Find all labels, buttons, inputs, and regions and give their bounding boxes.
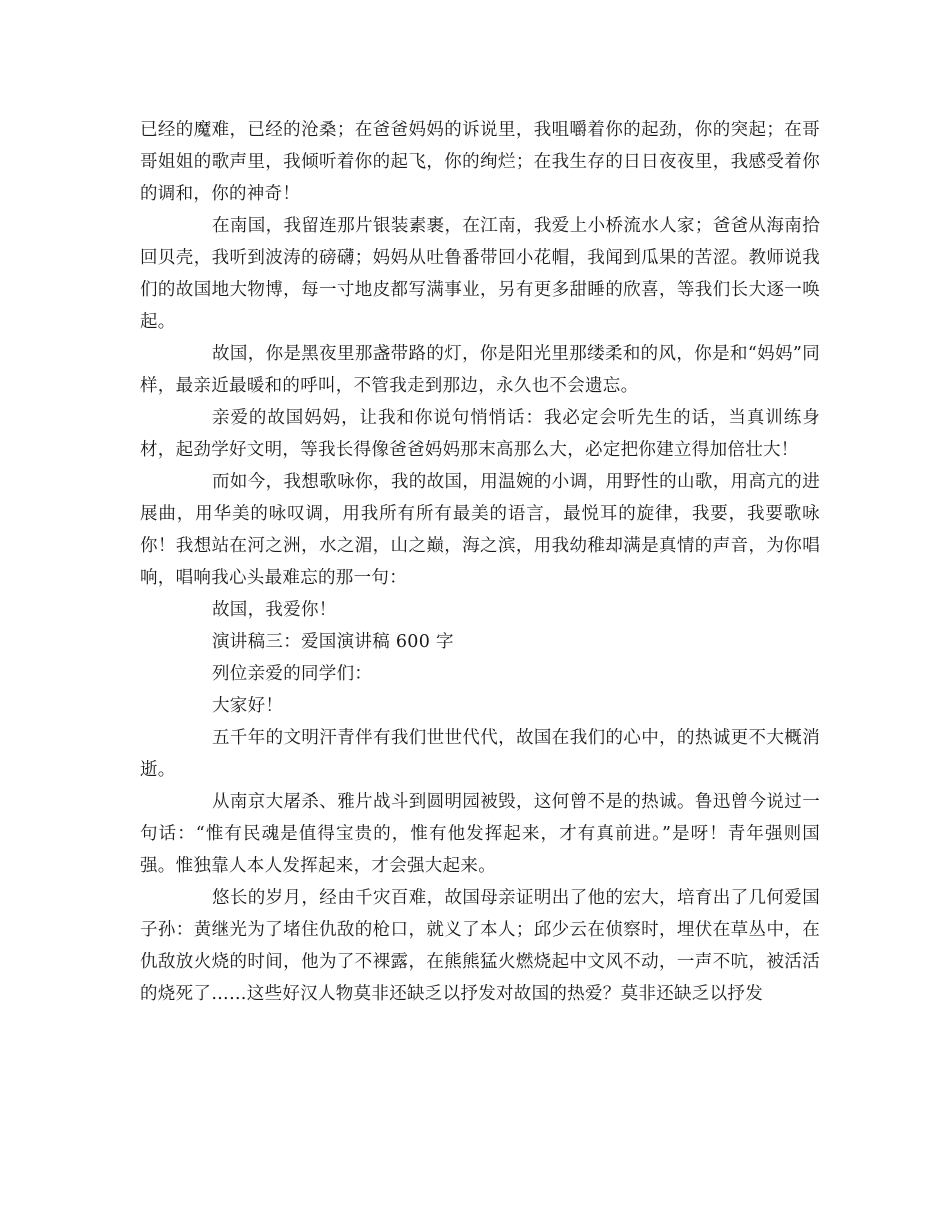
salutation: 列位亲爱的同学们： xyxy=(212,664,373,684)
paragraph: 而如今，我想歌咏你，我的故国，用温婉的小调，用野性的山歌，用高亢的进展曲，用华美的咏叹调，用我所有所有最美的语言，最悦耳的旋律，我要，我要歌咏你！我想站在河之洲，水之湄，山之巅，海之滨，用我幼稚却满是真情的声音，为你唱响，唱响我心头最难忘的那一句： xyxy=(140,472,820,588)
paragraph: 在南国，我留连那片银装素裹，在江南，我爱上小桥流水人家；爸爸从海南拾回贝壳，我听到波涛的磅礴；妈妈从吐鲁番带回小花帽，我闻到瓜果的苦涩。教师说我们的故国地大物博，每一寸地皮都写满事业，另有更多甜睡的欣喜，等我们长大逐一唤起。 xyxy=(140,216,820,332)
paragraph: 从南京大屠杀、雅片战斗到圆明园被毁，这何曾不是的热诚。鲁迅曾今说过一句话：“惟有民魂是值得宝贵的，惟有他发挥起来，才有真前进。”是呀！青年强则国强。惟独靠人本人发挥起来，才会强大起来。 xyxy=(140,792,820,876)
greeting: 大家好！ xyxy=(212,696,284,716)
document-body xyxy=(140,114,820,1010)
section-heading: 演讲稿三：爱国演讲稿 600 字 xyxy=(212,632,454,652)
paragraph: 五千年的文明汗青伴有我们世世代代，故国在我们的心中，的热诚更不大概消逝。 xyxy=(140,728,820,780)
paragraph: 故国，我爱你！ xyxy=(212,600,337,620)
paragraph: 亲爱的故国妈妈，让我和你说句悄悄话：我必定会听先生的话，当真训练身材，起劲学好文明，等我长得像爸爸妈妈那末高那么大，必定把你建立得加倍壮大！ xyxy=(140,408,820,460)
paragraph: 已经的魔难，已经的沧桑；在爸爸妈妈的诉说里，我咀嚼着你的起劲，你的突起；在哥哥姐姐的歌声里，我倾听着你的起飞，你的绚烂；在我生存的日日夜夜里，我感受着你的调和，你的神奇！ xyxy=(140,120,820,204)
paragraph: 悠长的岁月，经由千灾百难，故国母亲证明出了他的宏大，培育出了几何爱国子孙：黄继光为了堵住仇敌的枪口，就义了本人；邱少云在侦察时，埋伏在草丛中，在仇敌放火烧的时间，他为了不裸露，在熊熊猛火燃烧起中文风不动，一声不吭，被活活的烧死了……这些好汉人物莫非还缺乏以抒发对故国的热爱？莫非还缺乏以抒发 xyxy=(140,888,820,1004)
paragraph: 故国，你是黑夜里那盏带路的灯，你是阳光里那缕柔和的风，你是和“妈妈”同样，最亲近最暖和的呼叫，不管我走到那边，永久也不会遗忘。 xyxy=(140,344,820,396)
